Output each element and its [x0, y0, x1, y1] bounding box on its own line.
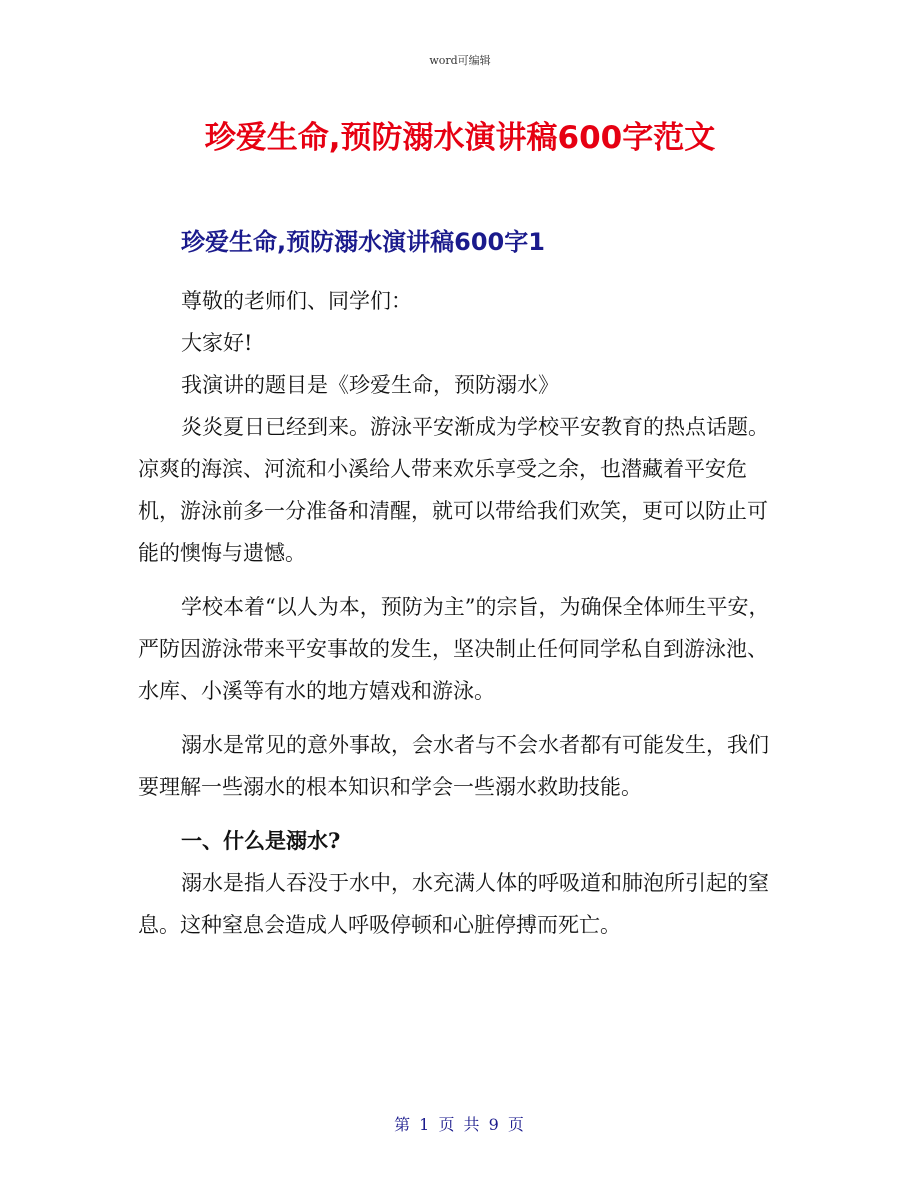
- body-paragraph: 炎炎夏日已经到来。游泳平安渐成为学校平安教育的热点话题。凉爽的海滨、河流和小溪给人带来欢乐享受之余，也潜藏着平安危机，游泳前多一分准备和清醒，就可以带给我们欢笑，更可以防止可能的懊悔与遗憾。: [138, 415, 769, 565]
- body-paragraph: 学校本着“以人为本，预防为主”的宗旨，为确保全体师生平安，严防因游泳带来平安事故的发生，坚决制止任何同学私自到游泳池、水库、小溪等有水的地方嬉戏和游泳。: [138, 595, 770, 703]
- document-body: [138, 280, 788, 946]
- header-note: word可编辑: [429, 54, 491, 67]
- greeting-paragraph: 大家好!: [181, 331, 253, 355]
- salutation-paragraph: 尊敬的老师们、同学们：: [181, 289, 412, 313]
- body-paragraph: 溺水是常见的意外事故，会水者与不会水者都有可能发生，我们要理解一些溺水的根本知识和学会一些溺水救助技能。: [138, 733, 769, 799]
- section-heading: 珍爱生命,预防溺水演讲稿600字1: [181, 228, 545, 256]
- document-title: 珍爱生命,预防溺水演讲稿600字范文: [204, 120, 716, 156]
- page-number: 第 1 页 共 9 页: [394, 1115, 526, 1134]
- body-paragraph: 溺水是指人吞没于水中，水充满人体的呼吸道和肺泡所引起的窒息。这种窒息会造成人呼吸停顿和心脏停搏而死亡。: [138, 871, 769, 937]
- topic-paragraph: 我演讲的题目是《珍爱生命，预防溺水》: [181, 373, 559, 397]
- sub-heading: 一、什么是溺水?: [181, 828, 341, 853]
